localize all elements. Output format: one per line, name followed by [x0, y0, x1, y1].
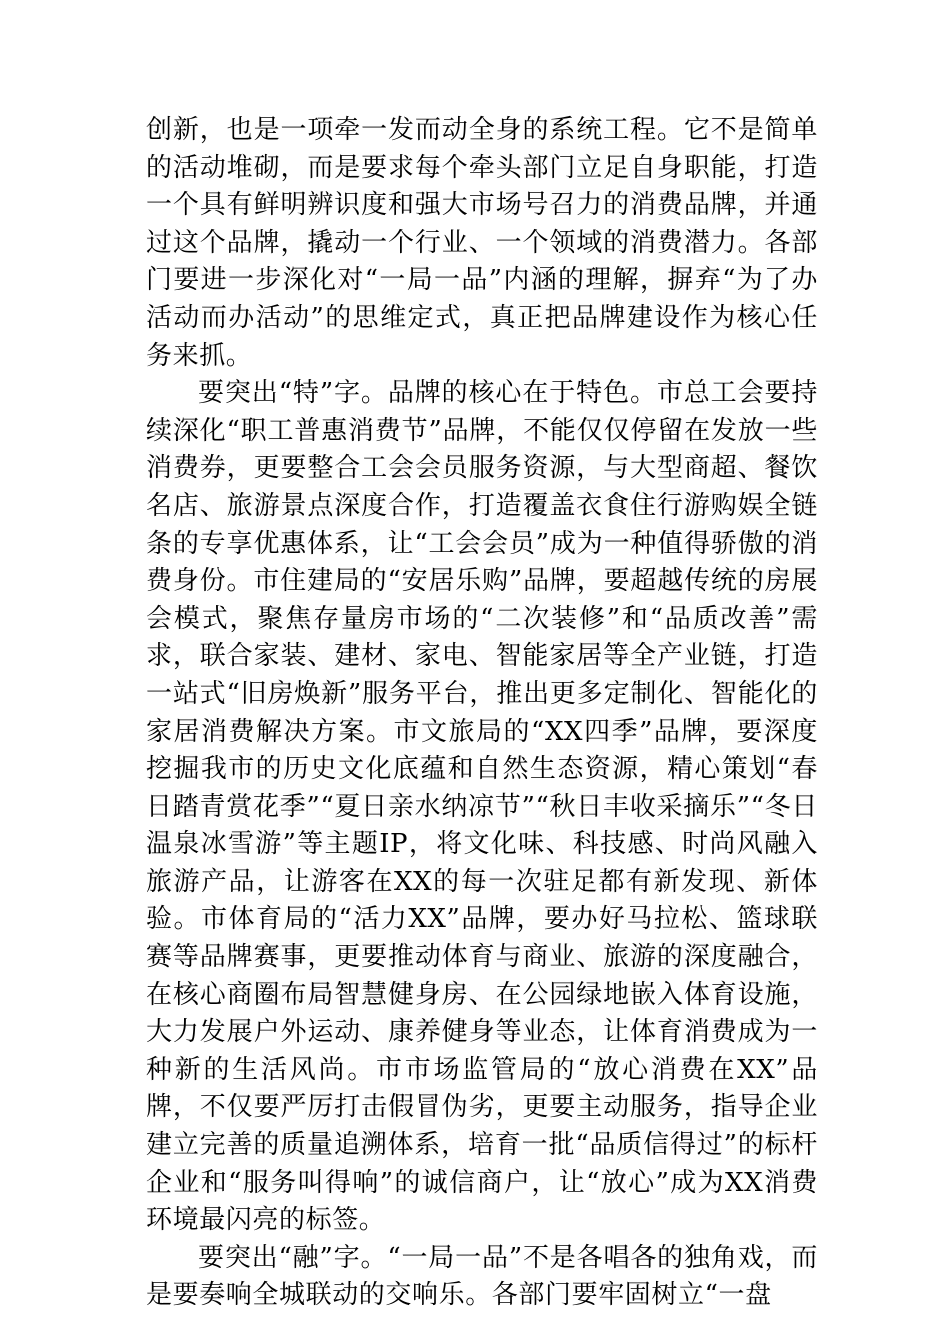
document-page	[146, 112, 818, 1315]
paragraph-intro: 创新，也是一项牵一发而动全身的系统工程。它不是简单的活动堆砌，而是要求每个牵头部门立足自身职能，打造一个具有鲜明辨识度和强大市场号召力的消费品牌，并通过这个品牌，撬动一个行业、一个领域的消费潜力。各部门要进一步深化对“一局一品”内涵的理解，摒弃“为了办活动而办活动”的思维定式，真正把品牌建设作为核心任务来抓。	[146, 115, 818, 371]
paragraph-feature: 要突出“特”字。品牌的核心在于特色。市总工会要持续深化“职工普惠消费节”品牌，不能仅仅停留在发放一些消费券，更要整合工会会员服务资源，与大型商超、餐饮名店、旅游景点深度合作，打造覆盖衣食住行游购娱全链条的专享优惠体系，让“工会会员”成为一种值得骄傲的消费身份。市住建局的“安居乐购”品牌，要超越传统的房展会模式，聚焦存量房市场的“二次装修”和“品质改善”需求，联合家装、建材、家电、智能家居等全产业链，打造一站式“旧房焕新”服务平台，推出更多定制化、智能化的家居消费解决方案。市文旅局的“XX四季”品牌，要深度挖掘我市的历史文化底蕴和自然生态资源，精心策划“春日踏青赏花季”“夏日亲水纳凉节”“秋日丰收采摘乐”“冬日温泉冰雪游”等主题IP，将文化味、科技感、时尚风融入旅游产品，让游客在XX的每一次驻足都有新发现、新体验。市体育局的“活力XX”品牌，要办好马拉松、篮球联赛等品牌赛事，更要推动体育与商业、旅游的深度融合，在核心商圈布局智慧健身房、在公园绿地嵌入体育设施，大力发展户外运动、康养健身等业态，让体育消费成为一种新的生活风尚。市市场监管局的“放心消费在XX”品牌，不仅要严厉打击假冒伪劣，更要主动服务，指导企业建立完善的质量追溯体系，培育一批“品质信得过”的标杆企业和“服务叫得响”的诚信商户，让“放心”成为XX消费环境最闪亮的标签。	[146, 378, 818, 1236]
paragraph-integration: 要突出“融”字。“一局一品”不是各唱各的独角戏，而是要奏响全城联动的交响乐。各部门要牢固树立“一盘	[146, 1242, 818, 1311]
